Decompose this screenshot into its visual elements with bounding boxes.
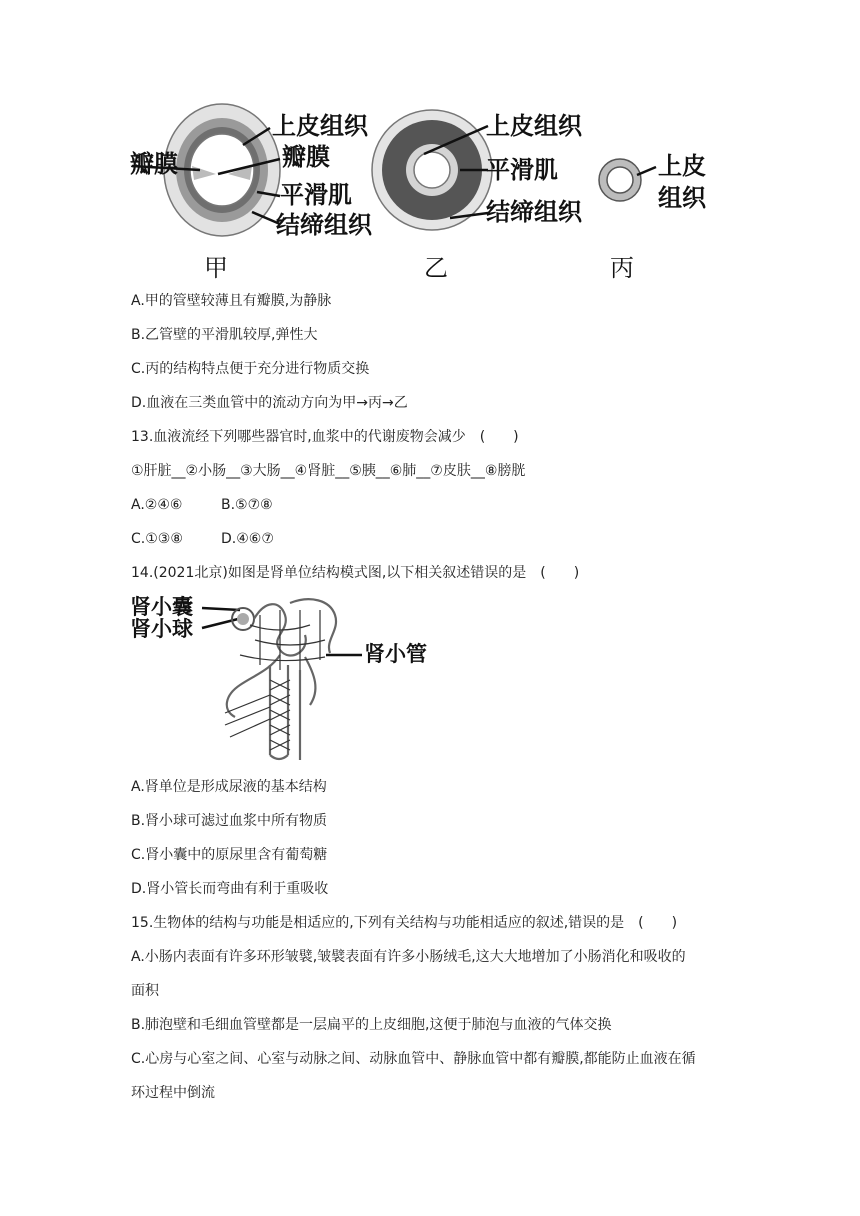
q14-option-c: C.肾小囊中的原尿里含有葡萄糖 <box>131 847 328 863</box>
artery-smooth-muscle-label: 平滑肌 <box>486 156 558 184</box>
nephron-capsule-label: 肾小囊 <box>130 595 193 619</box>
q15-stem: 15.生物体的结构与功能是相适应的,下列有关结构与功能相适应的叙述,错误的是 ( ) <box>131 915 678 931</box>
vein-smooth-muscle-label: 平滑肌 <box>280 181 352 209</box>
q14-stem: 14.(2021北京)如图是肾单位结构模式图,以下相关叙述错误的是 ( ) <box>131 565 580 581</box>
vein-connective-label: 结缔组织 <box>276 211 372 239</box>
q12-option-c: C.丙的结构特点便于充分进行物质交换 <box>131 361 370 377</box>
q15-option-a-line2: 面积 <box>131 983 159 999</box>
q12-option-a: A.甲的管壁较薄且有瓣膜,为静脉 <box>131 293 332 309</box>
q15-option-b: B.肺泡壁和毛细血管壁都是一层扁平的上皮细胞,这便于肺泡与血液的气体交换 <box>131 1017 612 1033</box>
capillary-epithelium-label-line2: 组织 <box>658 184 706 212</box>
q15-option-c-line1: C.心房与心室之间、心室与动脉之间、动脉血管中、静脉血管中都有瓣膜,都能防止血液在循 <box>131 1051 696 1067</box>
vein-epithelium-label: 上皮组织 <box>272 112 368 140</box>
vein-valve-label-right: 瓣膜 <box>282 143 330 171</box>
q13-option-b: B.⑤⑦⑧ <box>221 497 273 513</box>
artery-connective-label: 结缔组织 <box>486 198 582 226</box>
artery-epithelium-label: 上皮组织 <box>486 112 582 140</box>
q15-option-c-line2: 环过程中倒流 <box>131 1085 215 1101</box>
q12-option-b: B.乙管壁的平滑肌较厚,弹性大 <box>131 327 318 343</box>
q13-option-a: A.②④⑥ <box>131 497 183 513</box>
q13-stem: 13.血液流经下列哪些器官时,血浆中的代谢废物会减少 ( ) <box>131 429 519 445</box>
caption-bing: 丙 <box>610 254 634 282</box>
q15-option-a-line1: A.小肠内表面有许多环形皱襞,皱襞表面有许多小肠绒毛,这大大地增加了小肠消化和吸收的 <box>131 949 686 965</box>
q14-option-d: D.肾小管长而弯曲有利于重吸收 <box>131 881 329 897</box>
nephron-glomerulus-label: 肾小球 <box>130 617 193 641</box>
q12-option-d: D.血液在三类血管中的流动方向为甲→丙→乙 <box>131 395 408 411</box>
capillary-diagram <box>599 159 656 201</box>
capillary-epithelium-label-line1: 上皮 <box>658 152 706 180</box>
vein-valve-label-left: 瓣膜 <box>130 150 178 178</box>
q13-option-d: D.④⑥⑦ <box>221 531 274 547</box>
artery-diagram <box>372 110 492 230</box>
caption-jia: 甲 <box>204 254 228 282</box>
q13-option-c: C.①③⑧ <box>131 531 183 547</box>
q13-organs: ①肝脏__②小肠__③大肠__④肾脏__⑤胰__⑥肺__⑦皮肤__⑧膀胱 <box>131 463 526 479</box>
q14-option-a: A.肾单位是形成尿液的基本结构 <box>131 779 327 795</box>
q14-option-b: B.肾小球可滤过血浆中所有物质 <box>131 813 328 829</box>
nephron-tubule-label: 肾小管 <box>364 642 427 666</box>
caption-yi: 乙 <box>424 254 448 282</box>
